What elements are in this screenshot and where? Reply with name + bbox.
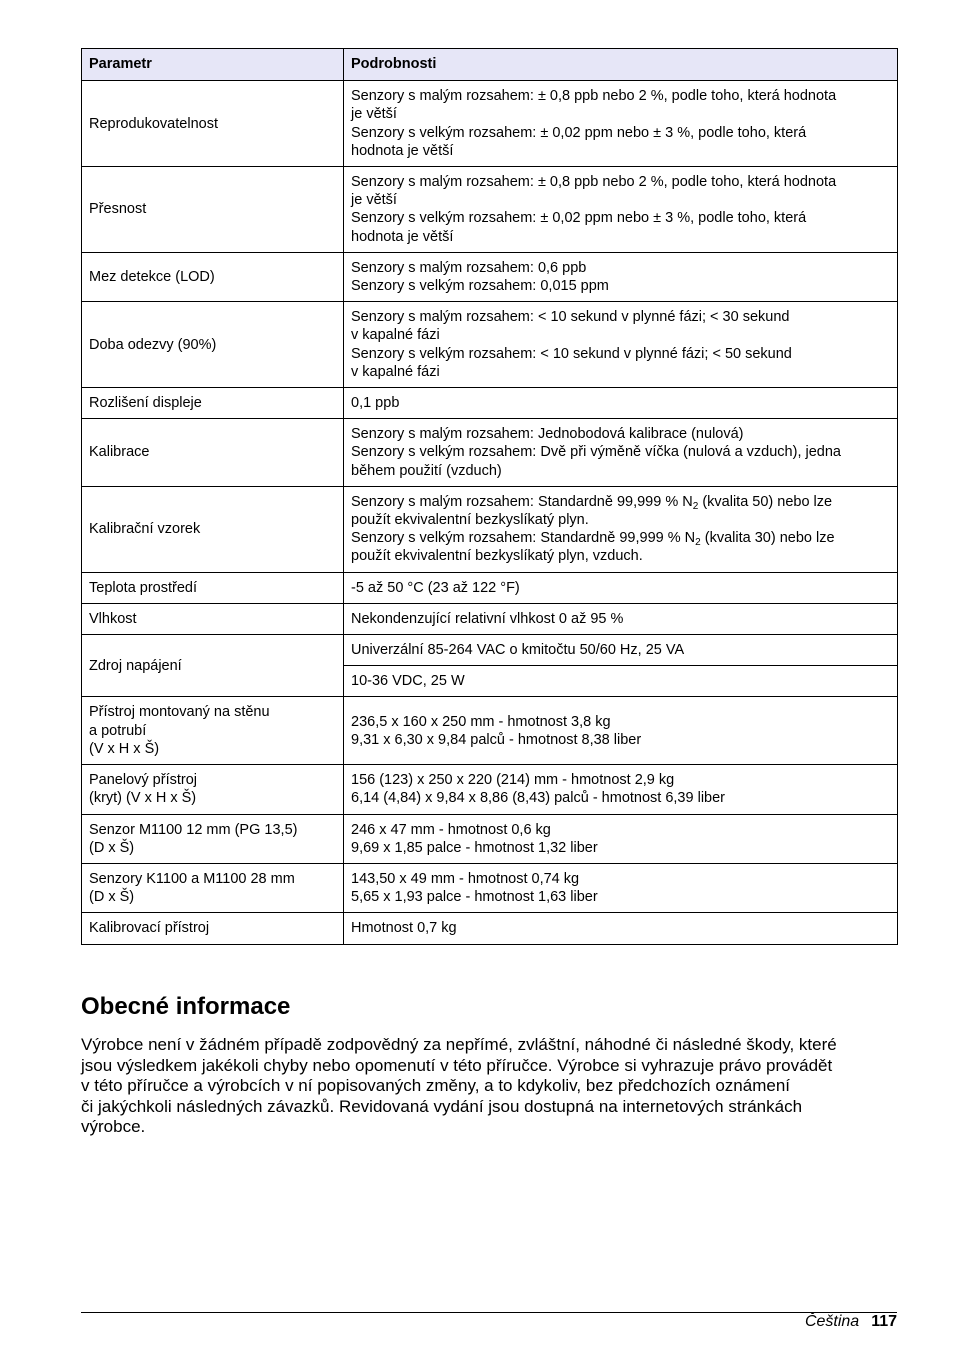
cell-line	[351, 672, 890, 690]
cell-line	[351, 173, 890, 191]
cell-text: Senzory s velkým rozsahem: Dvě při výměně víčka (nulová a vzduch), jedna	[351, 444, 841, 461]
table-row	[82, 419, 898, 487]
cell-line	[351, 209, 890, 227]
parameter-text: (D x Š)	[89, 839, 135, 856]
cell-line	[351, 326, 890, 344]
parameter-cell	[82, 486, 344, 572]
cell-text: Senzory s malým rozsahem: ± 0,8 ppb nebo 2 %, podle toho, která hodnota	[351, 88, 837, 105]
page-footer	[805, 1312, 897, 1332]
table-row	[82, 913, 898, 944]
parameter-text: Kalibrace	[89, 444, 150, 461]
table-row	[82, 814, 898, 863]
cell-line	[351, 124, 890, 142]
table-row	[82, 697, 898, 765]
cell-text: -5 až 50 °C (23 až 122 °F)	[351, 579, 520, 596]
cell-text: Hmotnost 0,7 kg	[351, 920, 457, 937]
details-cell	[344, 814, 898, 863]
parameter-cell	[82, 697, 344, 765]
cell-text: 156 (123) x 250 x 220 (214) mm - hmotnost 2,9 kg	[351, 772, 675, 789]
cell-line	[351, 493, 890, 511]
details-cell	[344, 765, 898, 814]
parameter-cell	[82, 635, 344, 697]
cell-line	[351, 821, 890, 839]
cell-line	[351, 87, 890, 105]
parameter-text: a potrubí	[89, 722, 147, 739]
table-row	[82, 863, 898, 912]
cell-line	[351, 462, 890, 480]
cell-text: je větší	[351, 192, 397, 209]
details-cell	[344, 863, 898, 912]
parameter-cell	[82, 252, 344, 301]
details-cell	[344, 486, 898, 572]
cell-line	[351, 363, 890, 381]
cell-line	[351, 105, 890, 123]
parameter-cell	[82, 765, 344, 814]
parameter-text: Doba odezvy (90%)	[89, 336, 217, 353]
paragraph-line: v této příručce a výrobcích v ní popisovaných změny, a to kdykoliv, bez předchozích oznámení	[81, 1076, 790, 1096]
details-cell	[344, 302, 898, 388]
table-row	[82, 252, 898, 301]
cell-line	[351, 731, 890, 749]
cell-text: (kvalita 30) nebo lze	[700, 530, 835, 547]
parameter-text: Rozlišení displeje	[89, 395, 202, 412]
parameter-cell	[82, 603, 344, 634]
parameter-cell	[82, 81, 344, 167]
cell-line	[351, 277, 890, 295]
specifications-table	[81, 48, 898, 945]
parameter-cell	[82, 863, 344, 912]
parameter-text: Kalibrovací přístroj	[89, 920, 210, 937]
details-cell	[344, 913, 898, 944]
parameter-text: (V x H x Š)	[89, 740, 160, 757]
table-row	[82, 603, 898, 634]
cell-text: Senzory s velkým rozsahem: ± 0,02 ppm nebo ± 3 %, podle toho, která	[351, 124, 807, 141]
details-cell	[344, 167, 898, 253]
details-cell	[344, 572, 898, 603]
cell-line	[351, 308, 890, 326]
parameter-text: Přesnost	[89, 201, 147, 218]
parameter-text: Reprodukovatelnost	[89, 115, 218, 132]
paragraph-line: či jakýchkoli následných závazků. Revidovaná vydání jsou dostupná na internetových stránkách	[81, 1096, 803, 1116]
column-header-parameter: Parametr	[82, 49, 344, 81]
cell-line	[351, 228, 890, 246]
parameter-cell	[82, 814, 344, 863]
parameter-cell	[82, 572, 344, 603]
subscript-text: 2	[695, 537, 701, 549]
cell-line	[351, 529, 890, 547]
cell-line	[351, 789, 890, 807]
parameter-text: Mez detekce (LOD)	[89, 268, 215, 285]
parameter-cell	[82, 913, 344, 944]
cell-text: 246 x 47 mm - hmotnost 0,6 kg	[351, 821, 551, 838]
paragraph-line: výrobce.	[81, 1117, 146, 1137]
cell-text: Senzory s velkým rozsahem: Standardně 99,999 % N	[351, 530, 696, 547]
cell-line	[351, 919, 890, 937]
parameter-text: Zdroj napájení	[89, 657, 182, 674]
cell-line	[351, 259, 890, 277]
section-title: Obecné informace	[81, 993, 291, 1020]
paragraph-line: jsou výsledkem jakékoli chyby nebo opomenutí v této příručce. Výrobce si vyhrazuje právo provádět	[81, 1055, 833, 1075]
footer-language: Čeština	[804, 1313, 860, 1330]
parameter-text: Panelový přístroj	[89, 772, 197, 789]
cell-text: použít ekvivalentní bezkyslíkatý plyn.	[351, 512, 589, 529]
parameter-text: (D x Š)	[89, 889, 135, 906]
cell-text: Senzory s malým rozsahem: ± 0,8 ppb nebo 2 %, podle toho, která hodnota	[351, 174, 837, 191]
cell-line	[351, 610, 890, 628]
cell-text: hodnota je větší	[351, 142, 454, 159]
parameter-cell	[82, 388, 344, 419]
cell-line	[351, 345, 890, 363]
cell-text: 6,14 (4,84) x 9,84 x 8,86 (8,43) palců - hmotnost 6,39 liber	[351, 790, 725, 807]
cell-text: během použití (vzduch)	[351, 462, 502, 479]
parameter-text: Teplota prostředí	[89, 579, 198, 596]
parameter-cell	[82, 302, 344, 388]
column-header-details: Podrobnosti	[344, 49, 898, 81]
cell-text: použít ekvivalentní bezkyslíkatý plyn, vzduch.	[351, 548, 643, 565]
cell-text: 9,69 x 1,85 palce - hmotnost 1,32 liber	[351, 839, 598, 856]
cell-text: je větší	[351, 106, 397, 123]
cell-text: hodnota je větší	[351, 228, 454, 245]
parameter-cell	[82, 167, 344, 253]
cell-text: Senzory s velkým rozsahem: 0,015 ppm	[351, 278, 609, 295]
cell-text: Univerzální 85-264 VAC o kmitočtu 50/60 Hz, 25 VA	[351, 642, 685, 659]
parameter-text: Kalibrační vzorek	[89, 521, 201, 538]
cell-text: 5,65 x 1,93 palce - hmotnost 1,63 liber	[351, 889, 598, 906]
cell-text: Senzory s velkým rozsahem: ± 0,02 ppm nebo ± 3 %, podle toho, která	[351, 210, 807, 227]
cell-text: Senzory s malým rozsahem: 0,6 ppb	[351, 259, 587, 276]
parameter-text: (kryt) (V x H x Š)	[89, 790, 197, 807]
cell-line	[351, 547, 890, 565]
cell-text: Senzory s malým rozsahem: Jednobodová kalibrace (nulová)	[351, 426, 744, 443]
details-cell	[344, 81, 898, 167]
cell-text: v kapalné fázi	[351, 363, 440, 380]
details-cell	[344, 666, 898, 697]
details-cell	[344, 697, 898, 765]
footer-divider	[81, 1312, 897, 1313]
table-row	[82, 302, 898, 388]
section-paragraph	[81, 1035, 897, 1138]
table-row	[82, 388, 898, 419]
cell-line	[351, 839, 890, 857]
cell-text: Nekondenzující relativní vlhkost 0 až 95 %	[351, 610, 624, 627]
cell-text: Senzory s malým rozsahem: Standardně 99,999 % N	[351, 493, 693, 510]
cell-line	[351, 870, 890, 888]
details-cell	[344, 635, 898, 666]
cell-text: Senzory s malým rozsahem: < 10 sekund v plynné fázi; < 30 sekund	[351, 309, 790, 326]
cell-text: 10-36 VDC, 25 W	[351, 673, 465, 690]
cell-line	[351, 394, 890, 412]
parameter-text: Senzory K1100 a M1100 28 mm	[89, 870, 295, 887]
cell-line	[351, 888, 890, 906]
cell-text: (kvalita 50) nebo lze	[698, 493, 833, 510]
page-number: 117	[871, 1313, 897, 1330]
parameter-cell	[82, 419, 344, 487]
cell-line	[351, 142, 890, 160]
cell-text: 9,31 x 6,30 x 9,84 palců - hmotnost 8,38 liber	[351, 731, 642, 748]
table-header-row	[82, 49, 898, 81]
table-row	[82, 81, 898, 167]
table-row	[82, 167, 898, 253]
parameter-text: Přístroj montovaný na stěnu	[89, 704, 270, 721]
cell-text: 236,5 x 160 x 250 mm - hmotnost 3,8 kg	[351, 713, 611, 730]
table-body	[82, 81, 898, 944]
details-cell	[344, 388, 898, 419]
cell-line	[351, 579, 890, 597]
cell-line	[351, 713, 890, 731]
cell-line	[351, 443, 890, 461]
table-row	[82, 572, 898, 603]
table-row	[82, 635, 898, 666]
subscript-text: 2	[692, 500, 699, 512]
cell-text: 143,50 x 49 mm - hmotnost 0,74 kg	[351, 870, 580, 887]
details-cell	[344, 252, 898, 301]
table-row	[82, 486, 898, 572]
cell-line	[351, 771, 890, 789]
cell-text: v kapalné fázi	[351, 327, 440, 344]
cell-text: Senzory s velkým rozsahem: < 10 sekund v plynné fázi; < 50 sekund	[351, 345, 792, 362]
parameter-text: Senzor M1100 12 mm (PG 13,5)	[89, 821, 298, 838]
details-cell	[344, 419, 898, 487]
cell-line	[351, 511, 890, 529]
cell-text: 0,1 ppb	[351, 395, 400, 412]
parameter-text: Vlhkost	[89, 610, 137, 627]
cell-line	[351, 191, 890, 209]
cell-line	[351, 425, 890, 443]
details-cell	[344, 603, 898, 634]
table-row	[82, 765, 898, 814]
cell-line	[351, 641, 890, 659]
paragraph-line: Výrobce není v žádném případě zodpovědný za nepřímé, zvláštní, náhodné či následné škody, které	[81, 1035, 837, 1054]
